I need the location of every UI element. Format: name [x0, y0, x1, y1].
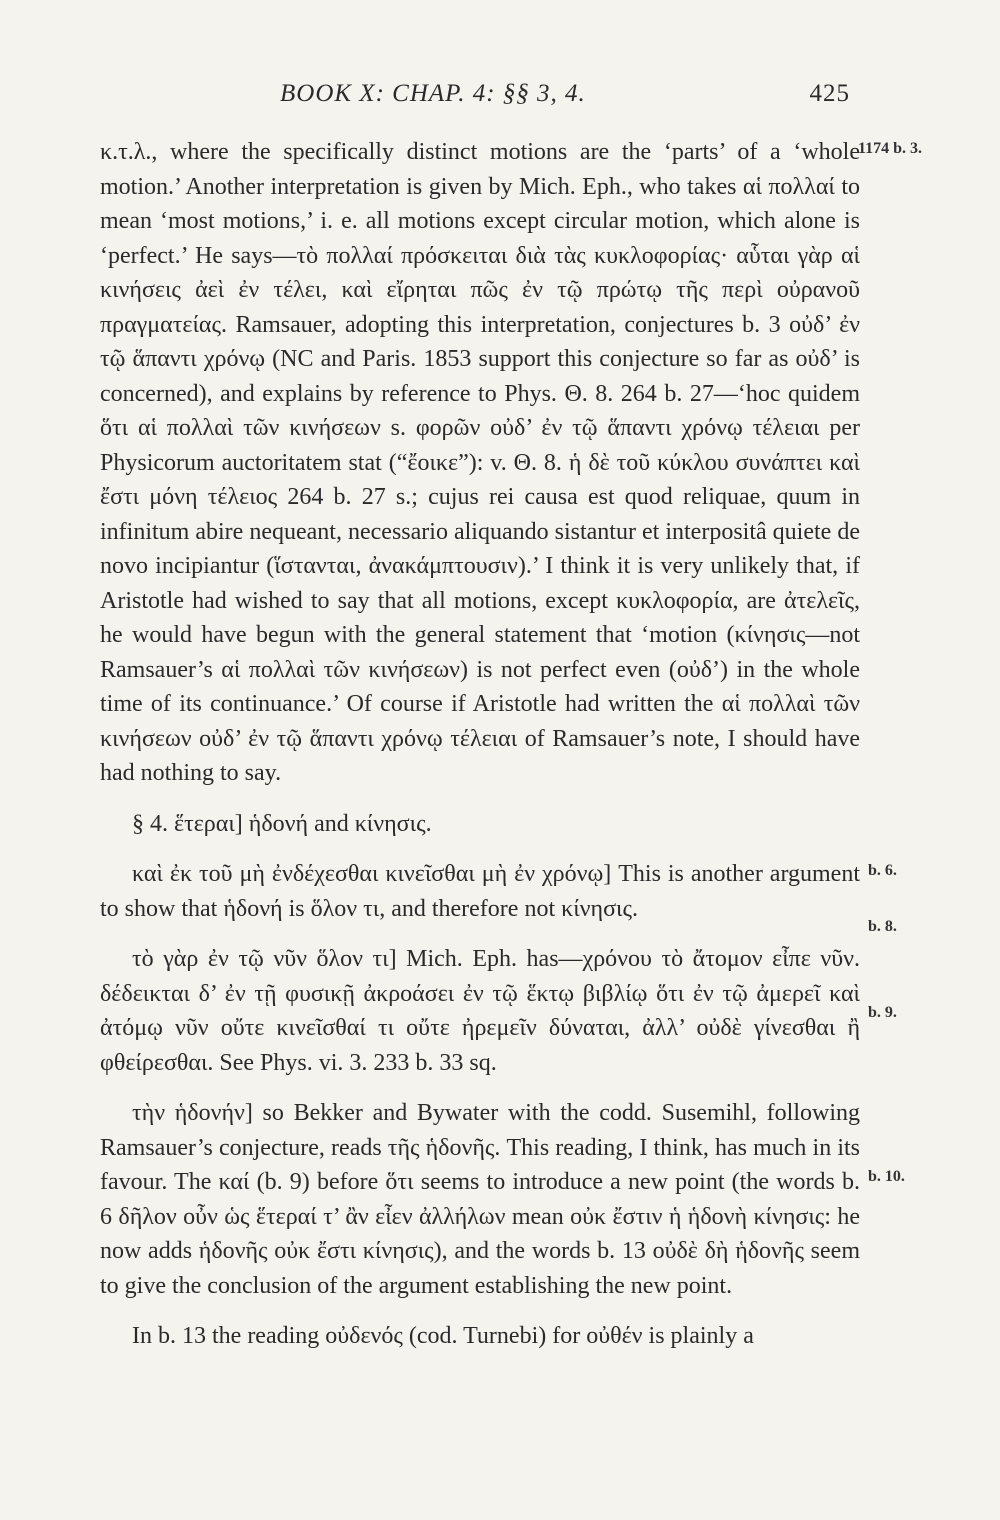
paragraph-to-gar-en: τὸ γὰρ ἐν τῷ νῦν ὅλον τι] Mich. Eph. has—χρόνου τὸ ἄτομον εἶπε νῦν. δέδεικται δ’ ἐν τῇ φυσικῇ ἀκροάσει ἐν τῷ ἕκτῳ βιβλίῳ ὅτι ἐν τῷ ἀμερεῖ καὶ ἀτόμῳ νῦν οὔτε κινεῖσθαί τι οὔτε ἠρεμεῖν δύναται, ἀλλ’ οὐδὲ γίνεσθαι ἢ φθείρεσθαι. See Phys. vi. 3. 233 b. 33 sq. [100, 946, 860, 1076]
paragraph-ten-hedonen: τὴν ἡδονήν] so Bekker and Bywater with the codd. Susemihl, following Ramsauer’s conjecture, reads τῆς ἡδονῆς. This reading, I think, has much in its favour. The καί (b. 9) before ὅτι seems to introduce a new point (the words b. 6 δῆλον οὖν ὡς ἕτεραί τ’ ἂν εἶεν ἀλλήλων mean οὐκ ἔστιν ἡ ἡδονὴ κίνησις: he now adds ἡδονῆς οὐκ ἔστι κίνησις), and the words b. 13 οὐδὲ δὴ ἡδονῆς seem to give the conclusion of the argument establishing the new point. [100, 1100, 860, 1299]
paragraph-section-4-heterai: § 4. ἕτεραι] ἡδονή and κίνησις. [132, 810, 432, 837]
running-title: BOOK X: CHAP. 4: §§ 3, 4. [280, 80, 586, 107]
margin-ref-b9: b. 9. [868, 1004, 897, 1021]
margin-ref-b6: b. 6. [868, 862, 897, 879]
running-header [280, 80, 850, 108]
margin-ref-b10: b. 10. [868, 1168, 905, 1185]
margin-ref-1174b3: 1174 b. 3. [858, 140, 923, 157]
paragraph-in-b13: In b. 13 the reading οὐδενός (cod. Turnebi) for οὐθέν is plainly a [132, 1323, 754, 1349]
commentary-body [100, 135, 860, 1354]
paragraph-ramsauer: κ.τ.λ., where the specifically distinct motions are the ‘parts’ of a ‘whole motion.’ Another interpretation is given by Mich. Eph., who takes αἱ πολλαί to mean ‘most motions,’ i. e. all motions except circular motion, which alone is ‘perfect.’ He says—τὸ πολλαί πρόσκειται διὰ τὰς κυκλοφορίας· αὗται γὰρ αἱ κινήσεις ἀεὶ ἐν τέλει, καὶ εἴρηται πῶς ἐν τῷ πρώτῳ τῆς περὶ οὐρανοῦ πραγματείας. Ramsauer, adopting this interpretation, conjectures b. 3 οὐδ’ ἐν τῷ ἅπαντι χρόνῳ (NC and Paris. 1853 support this conjecture so far as οὐδ’ is concerned), and explains by reference to Phys. Θ. 8. 264 b. 27—‘hoc quidem ὅτι αἱ πολλαὶ τῶν κινήσεων s. φορῶν οὐδ’ ἐν τῷ ἅπαντι χρόνῳ τέλειαι per Physicorum auctoritatem stat (“ἔοικε”): v. Θ. 8. ἡ δὲ τοῦ κύκλου συνάπτει καὶ ἔστι μόνη τέλειος 264 b. 27 s.; cujus rei causa est quod reliquae, quum in infinitum abire nequeant, necessario aliquando sistantur et interpositâ quiete de novo incipiantur (ἵστανται, ἀνακάμπτουσιν).’ I think it is very unlikely that, if Aristotle had wished to say that all motions, except κυκλοφορία, are ἀτελεῖς, he would have begun with the general statement that ‘motion (κίνησις—not Ramsauer’s αἱ πολλαὶ τῶν κινήσεων) is not perfect even (οὐδ’) in the whole time of its continuance.’ Of course if Aristotle had written the αἱ πολλαὶ τῶν κινήσεων οὐδ’ ἐν τῷ ἅπαντι χρόνῳ τέλειαι of Ramsauer’s note, I should have had nothing to say. [100, 139, 860, 786]
margin-ref-b8: b. 8. [868, 918, 897, 935]
page-number: 425 [809, 80, 850, 107]
paragraph-kai-ek-tou: καὶ ἐκ τοῦ μὴ ἐνδέχεσθαι κινεῖσθαι μὴ ἐν χρόνῳ] This is another argument to show that ἡδονή is ὅλον τι, and therefore not κίνησις. [100, 861, 860, 922]
